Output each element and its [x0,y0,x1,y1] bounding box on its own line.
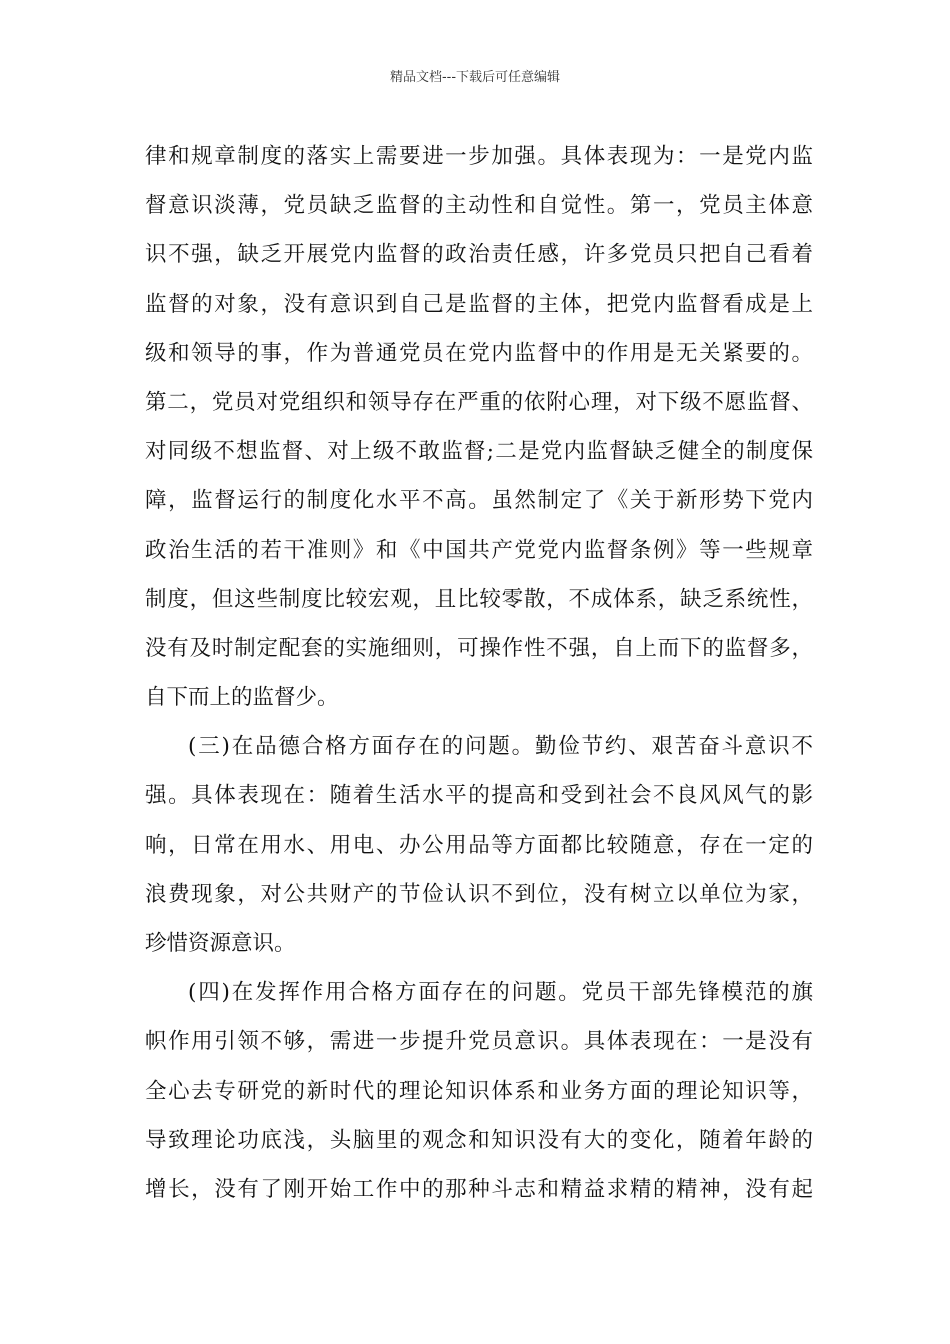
text-line: 识不强，缺乏开展党内监督的政治责任感，许多党员只把自己看着 [145,242,813,268]
page-header: 精品文档---下载后可任意编辑 [389,70,561,85]
text-line: 增长，没有了刚开始工作中的那种斗志和精益求精的精神，没有起 [145,1176,813,1202]
text-line: 强。具体表现在：随着生活水平的提高和受到社会不良风风气的影 [145,783,813,809]
text-line: (三)在品德合格方面存在的问题。勤俭节约、艰苦奋斗意识不 [188,734,813,760]
paragraph-3 [145,968,813,1214]
document-body [145,132,813,1214]
text-line: 第二，党员对党组织和领导存在严重的依附心理，对下级不愿监督、 [145,389,813,415]
text-line: 自下而上的监督少。 [145,685,339,711]
text-line: 没有及时制定配套的实施细则，可操作性不强，自上而下的监督多， [145,635,813,661]
text-line: 响，日常在用水、用电、办公用品等方面都比较随意，存在一定的 [145,832,813,858]
paragraph-2 [145,722,813,968]
text-line: 珍惜资源意识。 [145,931,296,956]
text-line: 制度，但这些制度比较宏观，且比较零散，不成体系，缺乏系统性， [145,586,813,612]
text-line: 导致理论功底浅，头脑里的观念和知识没有大的变化，随着年龄的 [145,1127,813,1153]
text-line: 督意识淡薄，党员缺乏监督的主动性和自觉性。第一，党员主体意 [145,193,813,219]
text-line: 浪费现象，对公共财产的节俭认识不到位，没有树立以单位为家， [145,881,813,907]
text-line: 全心去专研党的新时代的理论知识体系和业务方面的理论知识等， [145,1078,813,1104]
text-line: 级和领导的事，作为普通党员在党内监督中的作用是无关紧要的。 [145,340,813,366]
text-line: 律和规章制度的落实上需要进一步加强。具体表现为：一是党内监 [145,144,813,169]
text-line: 障，监督运行的制度化水平不高。虽然制定了《关于新形势下党内 [145,488,813,514]
text-line: 监督的对象，没有意识到自己是监督的主体，把党内监督看成是上 [145,291,813,317]
paragraph-1 [145,132,813,722]
text-line: 政治生活的若干准则》和《中国共产党党内监督条例》等一些规章 [145,537,813,563]
text-line: (四)在发挥作用合格方面存在的问题。党员干部先锋模范的旗 [188,980,813,1006]
text-line: 帜作用引领不够，需进一步提升党员意识。具体表现在：一是没有 [145,1029,813,1055]
text-line: 对同级不想监督、对上级不敢监督;二是党内监督缺乏健全的制度保 [145,439,813,465]
